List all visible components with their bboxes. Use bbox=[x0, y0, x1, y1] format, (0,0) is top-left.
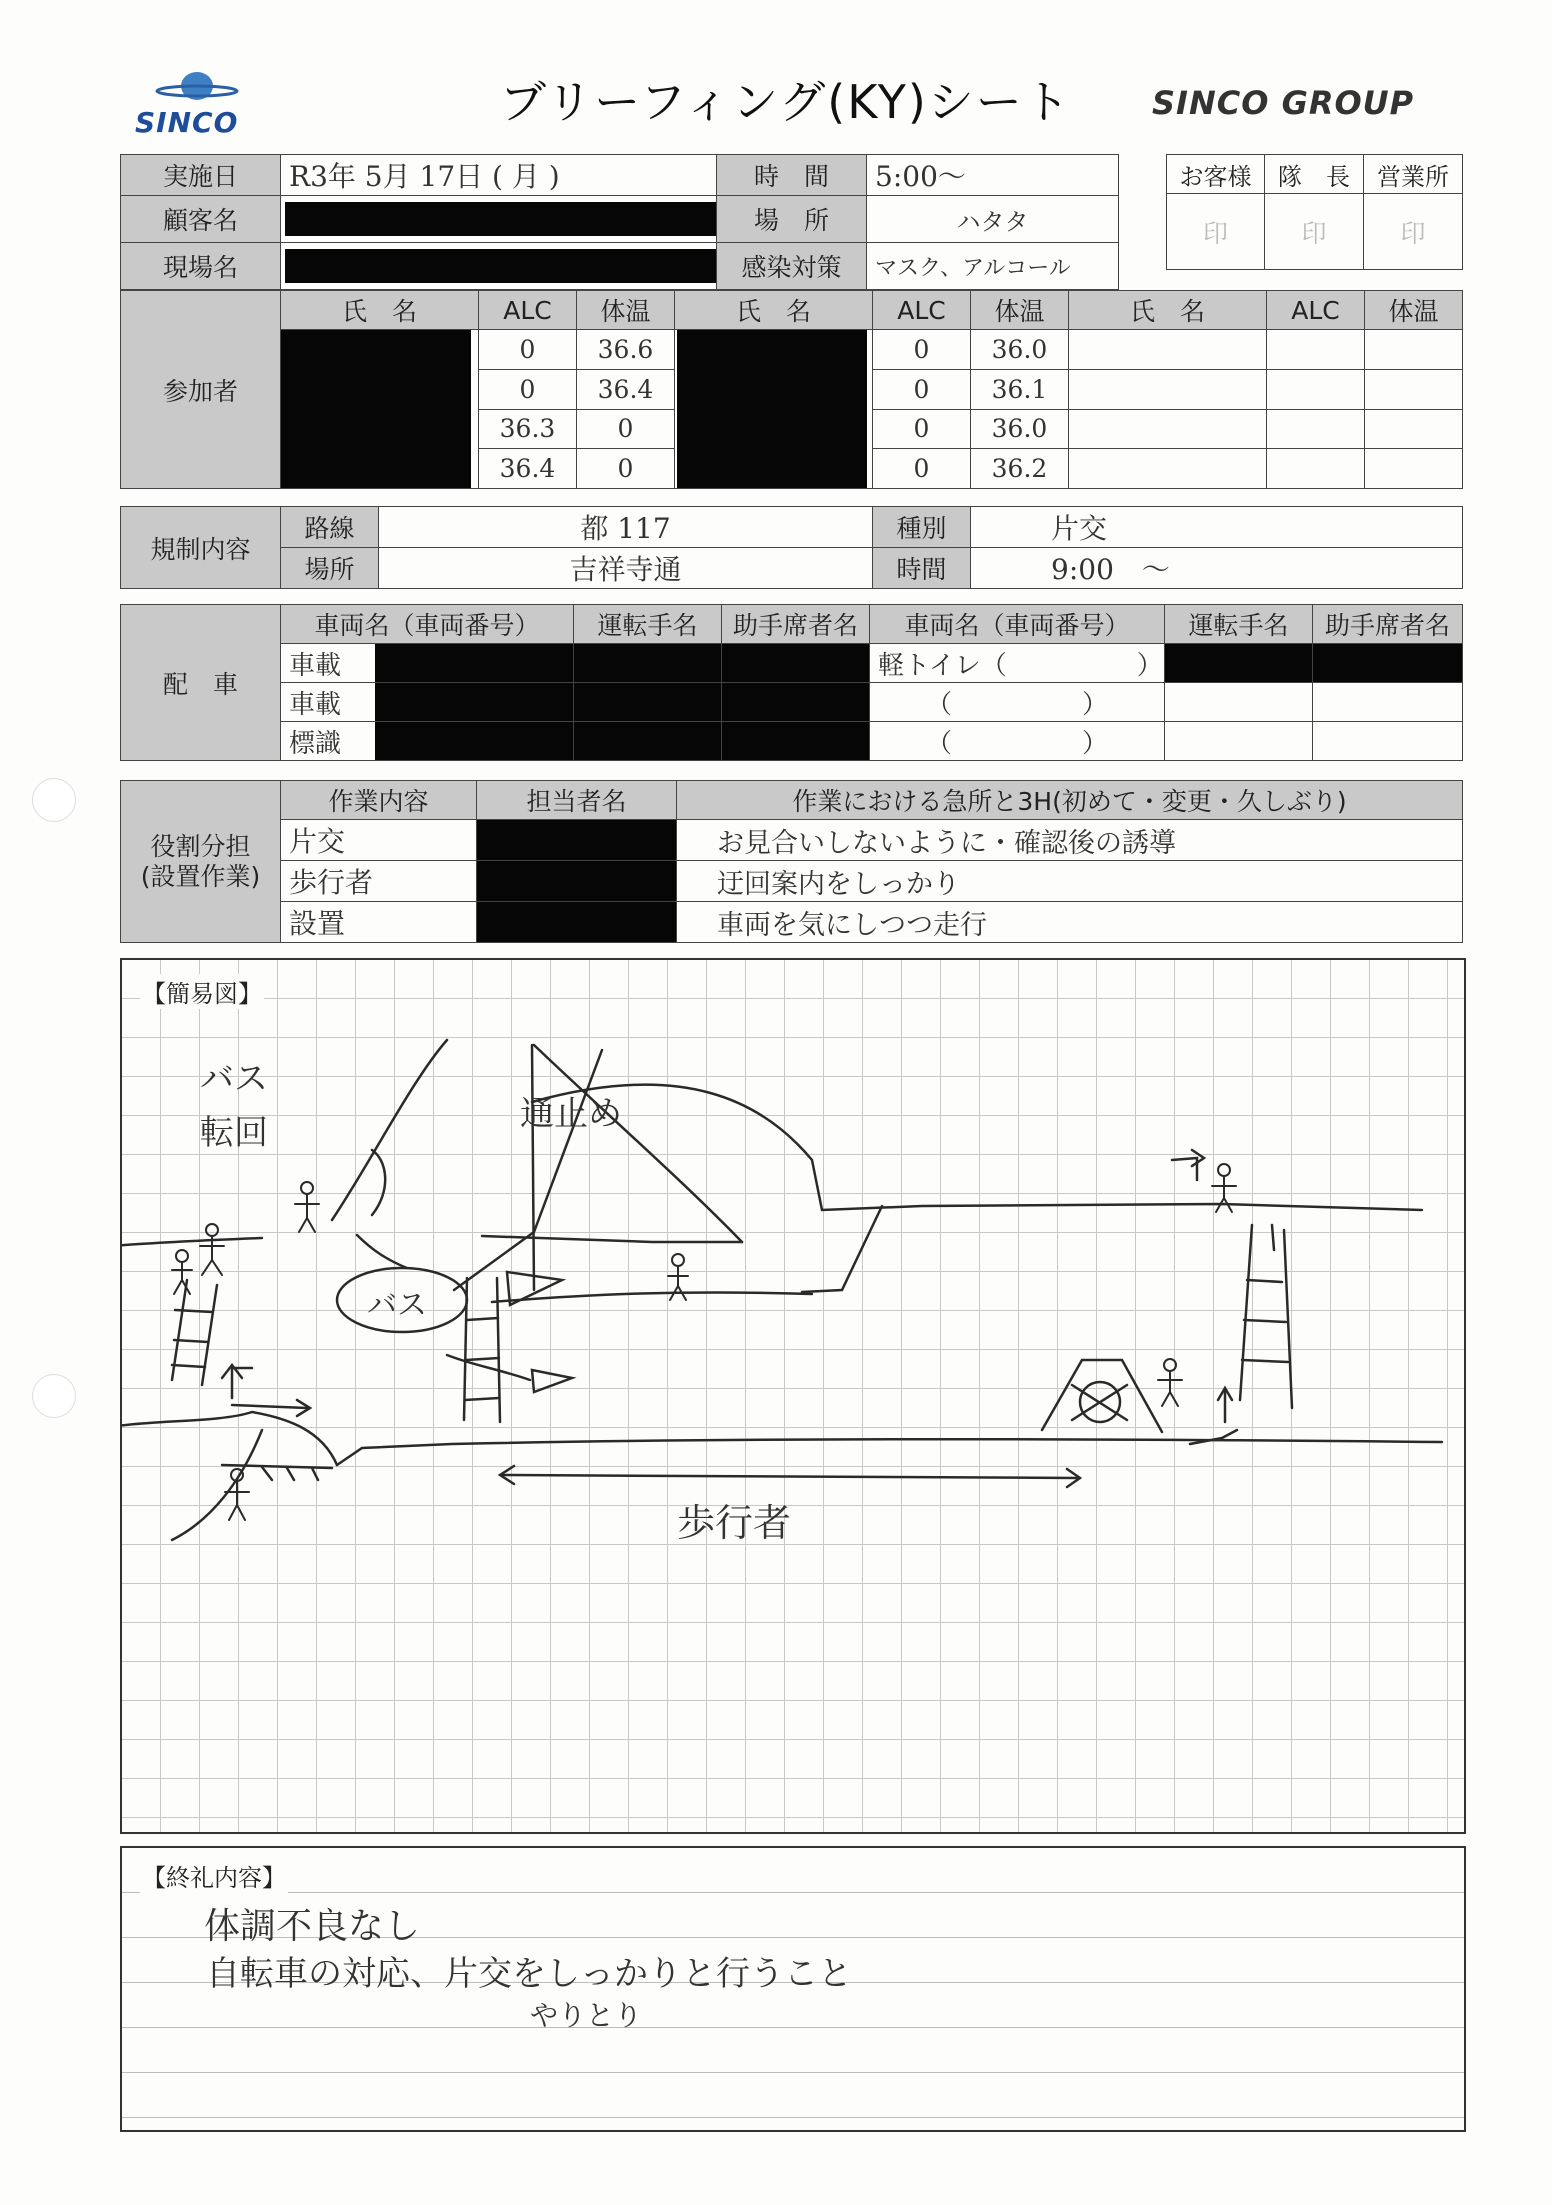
site-label: 現場名 bbox=[121, 243, 281, 290]
date-label: 実施日 bbox=[121, 155, 281, 196]
task-value: 片交 bbox=[281, 820, 477, 861]
bus-text: バス bbox=[367, 1288, 427, 1323]
vehicles-label: 配 車 bbox=[121, 605, 281, 761]
stamp-customer: 印 bbox=[1167, 194, 1265, 270]
driver-header-1: 運転手名 bbox=[574, 605, 722, 644]
alc-value: 36.4 bbox=[479, 449, 577, 489]
alc-header-3: ALC bbox=[1267, 291, 1365, 330]
alc-header-2: ALC bbox=[873, 291, 971, 330]
redacted-client bbox=[285, 202, 717, 236]
sketch-area bbox=[120, 958, 1466, 1834]
sketch-label: 【簡易図】 bbox=[140, 974, 264, 1009]
redacted-vehicle-number bbox=[375, 722, 573, 760]
name-header-2: 氏 名 bbox=[675, 291, 873, 330]
alc-value: 0 bbox=[873, 369, 971, 409]
risk-value: お見合いしないように・確認後の誘導 bbox=[677, 820, 1463, 861]
vehicle-header-1: 車両名（車両番号） bbox=[281, 605, 574, 644]
assistant-header-1: 助手席者名 bbox=[722, 605, 870, 644]
name-header-3: 氏 名 bbox=[1069, 291, 1267, 330]
person-header: 担当者名 bbox=[477, 781, 677, 820]
vehicle-name: 車載 bbox=[289, 689, 342, 720]
closing-label: 【終礼内容】 bbox=[140, 1858, 288, 1893]
roles-label: 役割分担 bbox=[150, 831, 251, 861]
redacted-vehicle-number bbox=[375, 683, 573, 721]
temp-value: 36.6 bbox=[577, 330, 675, 370]
binder-hole bbox=[32, 1374, 76, 1418]
redacted-driver bbox=[574, 722, 722, 761]
name-header-1: 氏 名 bbox=[281, 291, 479, 330]
redacted-names-1 bbox=[281, 330, 471, 488]
type-label: 種別 bbox=[873, 507, 971, 548]
pedestrian-text: 歩行者 bbox=[677, 1501, 792, 1545]
temp-header-3: 体温 bbox=[1365, 291, 1463, 330]
task-value: 歩行者 bbox=[281, 861, 477, 902]
place-value: ハタタ bbox=[867, 196, 1119, 243]
regulation-label: 規制内容 bbox=[121, 507, 281, 589]
redacted-driver bbox=[574, 683, 722, 722]
vehicle-header-2: 車両名（車両番号） bbox=[870, 605, 1165, 644]
roles-table bbox=[120, 780, 1463, 943]
redacted-person bbox=[477, 820, 677, 861]
temp-value: 36.1 bbox=[971, 369, 1069, 409]
approval-customer: お客様 bbox=[1167, 155, 1265, 194]
alc-value: 0 bbox=[873, 409, 971, 449]
alc-value: 0 bbox=[873, 449, 971, 489]
risk-value: 車両を気にしつつ走行 bbox=[677, 902, 1463, 943]
vehicle-name: 車載 bbox=[289, 650, 342, 681]
vehicles-table bbox=[120, 604, 1463, 761]
redacted-person bbox=[477, 861, 677, 902]
route-label: 路線 bbox=[281, 507, 379, 548]
route-value: 都 117 bbox=[379, 507, 873, 548]
date-value: R3年 5月 17日 ( 月 ) bbox=[281, 155, 717, 196]
stamp-office: 印 bbox=[1364, 194, 1463, 270]
temp-value: 36.4 bbox=[577, 369, 675, 409]
redacted-assistant-right bbox=[1313, 644, 1463, 683]
roles-sublabel: (設置作業) bbox=[140, 861, 261, 891]
type-value: 片交 bbox=[971, 507, 1463, 548]
approval-captain: 隊 長 bbox=[1265, 155, 1364, 194]
vehicle-name-right: 軽トイレ（ ） bbox=[870, 644, 1165, 683]
reg-time-value: 9:00 〜 bbox=[971, 548, 1463, 589]
vehicle-name-right: （ ） bbox=[870, 683, 1165, 722]
participants-table bbox=[120, 290, 1463, 489]
reg-time-label: 時間 bbox=[873, 548, 971, 589]
location-value: 吉祥寺通 bbox=[379, 548, 873, 589]
temp-value: 0 bbox=[577, 449, 675, 489]
stamp-captain: 印 bbox=[1265, 194, 1364, 270]
regulation-table bbox=[120, 506, 1463, 589]
sketch-drawing bbox=[122, 960, 1464, 1832]
alc-header-1: ALC bbox=[479, 291, 577, 330]
temp-value: 36.0 bbox=[971, 330, 1069, 370]
closing-line-2: 自転車の対応、片交をしっかりと行うこと bbox=[206, 1954, 852, 1994]
redacted-person bbox=[477, 902, 677, 943]
temp-value: 36.2 bbox=[971, 449, 1069, 489]
temp-header-1: 体温 bbox=[577, 291, 675, 330]
redacted-assistant bbox=[722, 683, 870, 722]
logo-text-right: SINCO GROUP bbox=[1152, 84, 1415, 122]
infection-value: マスク、アルコール bbox=[867, 243, 1119, 290]
redacted-names-2 bbox=[677, 330, 867, 488]
place-label: 場 所 bbox=[717, 196, 867, 243]
alc-value: 36.3 bbox=[479, 409, 577, 449]
logo-text-left: SINCO bbox=[135, 106, 239, 139]
road-closed-text: 通止め bbox=[520, 1094, 622, 1134]
redacted-site bbox=[285, 249, 717, 283]
alc-value: 0 bbox=[479, 330, 577, 370]
bus-turn-text: バス転回 bbox=[200, 1059, 268, 1153]
binder-hole bbox=[32, 778, 76, 822]
temp-value: 36.0 bbox=[971, 409, 1069, 449]
location-label: 場所 bbox=[281, 548, 379, 589]
redacted-driver bbox=[574, 644, 722, 683]
temp-value: 0 bbox=[577, 409, 675, 449]
approval-table bbox=[1166, 154, 1463, 270]
closing-line-3: やりとり bbox=[530, 1999, 643, 2032]
closing-line-1: 体調不良なし bbox=[204, 1906, 421, 1947]
assistant-header-2: 助手席者名 bbox=[1313, 605, 1463, 644]
task-header: 作業内容 bbox=[281, 781, 477, 820]
closing-area bbox=[120, 1846, 1466, 2132]
risk-value: 迂回案内をしっかり bbox=[677, 861, 1463, 902]
time-label: 時 間 bbox=[717, 155, 867, 196]
temp-header-2: 体温 bbox=[971, 291, 1069, 330]
time-value: 5:00〜 bbox=[867, 155, 1119, 196]
redacted-driver-right bbox=[1165, 644, 1313, 683]
redacted-vehicle-number bbox=[375, 644, 573, 682]
left-logo bbox=[135, 66, 260, 138]
info-table bbox=[120, 154, 1119, 290]
alc-value: 0 bbox=[479, 369, 577, 409]
alc-value: 0 bbox=[873, 330, 971, 370]
vehicle-name: 標識 bbox=[289, 728, 342, 759]
globe-icon bbox=[135, 66, 260, 106]
task-value: 設置 bbox=[281, 902, 477, 943]
client-label: 顧客名 bbox=[121, 196, 281, 243]
redacted-assistant bbox=[722, 722, 870, 761]
vehicle-name-right: （ ） bbox=[870, 722, 1165, 761]
approval-office: 営業所 bbox=[1364, 155, 1463, 194]
page-title: ブリーフィング(KY)シート bbox=[500, 75, 1072, 129]
participants-label: 参加者 bbox=[121, 291, 281, 489]
redacted-assistant bbox=[722, 644, 870, 683]
risk-header: 作業における急所と3H(初めて・変更・久しぶり) bbox=[677, 781, 1463, 820]
driver-header-2: 運転手名 bbox=[1165, 605, 1313, 644]
infection-label: 感染対策 bbox=[717, 243, 867, 290]
